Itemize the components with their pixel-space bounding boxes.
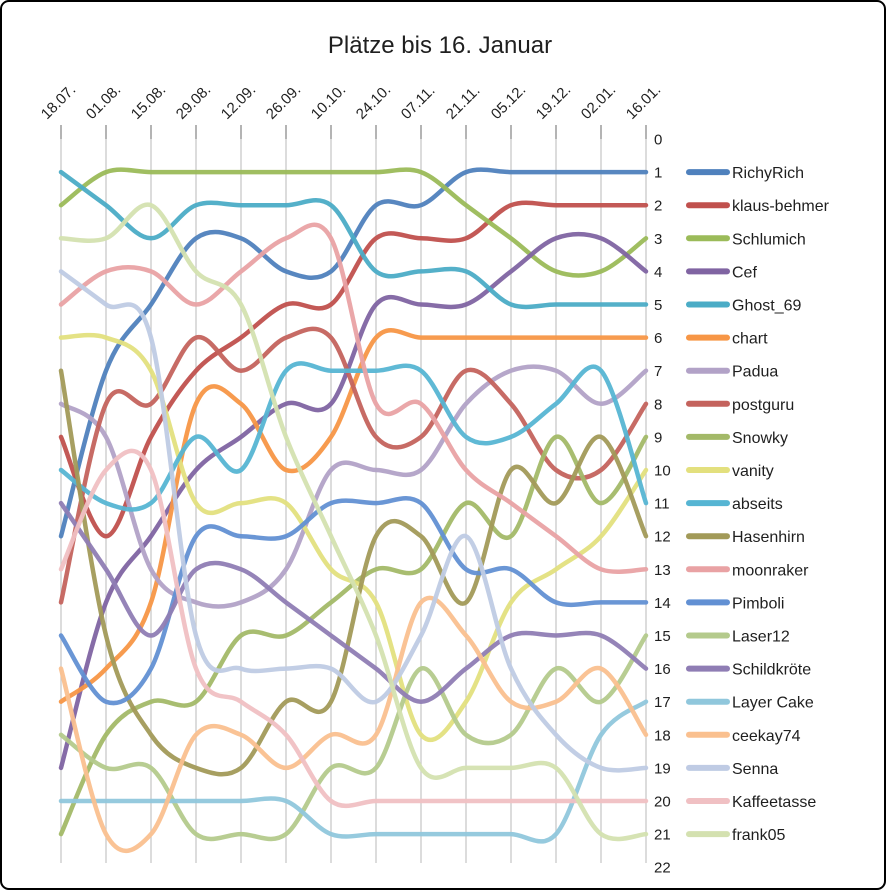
y-axis-label: 8 bbox=[654, 396, 663, 414]
legend-label: Padua bbox=[732, 363, 779, 381]
legend-color-chip bbox=[686, 302, 730, 308]
legend-color-chip bbox=[686, 235, 730, 241]
legend-color-chip bbox=[686, 831, 730, 837]
x-axis-label: 19.12. bbox=[532, 81, 575, 123]
legend-color-chip bbox=[686, 633, 730, 639]
legend-color-chip bbox=[686, 500, 730, 506]
y-axis-label: 21 bbox=[654, 826, 671, 844]
y-axis-label: 6 bbox=[654, 330, 663, 348]
legend-label: Laser12 bbox=[732, 628, 790, 646]
y-axis-label: 13 bbox=[654, 561, 671, 579]
legend-label: Hasenhirn bbox=[732, 529, 805, 547]
x-axis-label: 26.09. bbox=[262, 81, 305, 123]
legend-label: moonraker bbox=[732, 562, 809, 580]
legend-item bbox=[686, 761, 778, 778]
legend-item bbox=[686, 198, 830, 215]
legend-color-chip bbox=[686, 533, 730, 539]
legend-color-chip bbox=[686, 202, 730, 208]
legend-color-chip bbox=[686, 666, 730, 672]
y-axis-label: 12 bbox=[654, 528, 671, 546]
series-line-moonraker bbox=[61, 225, 646, 572]
legend-color-chip bbox=[686, 798, 730, 804]
x-axis-label: 07.11. bbox=[397, 82, 439, 123]
legend-item bbox=[686, 364, 778, 381]
y-axis-label: 11 bbox=[654, 495, 670, 513]
series-line-frank05 bbox=[61, 205, 646, 839]
legend-label: Schildkröte bbox=[732, 661, 812, 679]
legend-item bbox=[686, 331, 768, 348]
legend-color-chip bbox=[686, 169, 730, 175]
x-axis-label: 05.12. bbox=[487, 81, 530, 123]
x-axis-label: 12.09. bbox=[217, 81, 260, 123]
y-axis-label: 0 bbox=[654, 131, 663, 149]
legend-label: chart bbox=[732, 330, 768, 348]
legend-item bbox=[686, 562, 809, 579]
y-axis-label: 7 bbox=[654, 363, 663, 381]
y-axis-label: 19 bbox=[654, 760, 671, 778]
legend-label: Pimboli bbox=[732, 595, 785, 613]
legend-item bbox=[686, 662, 811, 679]
legend-color-chip bbox=[686, 732, 730, 738]
legend-label: RichyRich bbox=[732, 165, 805, 183]
legend-color-chip bbox=[686, 765, 730, 771]
y-axis-label: 16 bbox=[654, 661, 671, 679]
legend-item bbox=[686, 430, 788, 447]
y-axis-label: 10 bbox=[654, 462, 671, 480]
legend-label: Cef bbox=[732, 264, 757, 282]
x-axis-label: 02.01. bbox=[577, 81, 620, 123]
series-line-schlumich bbox=[61, 170, 646, 276]
series-line-hasenhirn bbox=[61, 371, 646, 775]
legend-color-chip bbox=[686, 566, 730, 572]
series-line-senna bbox=[61, 271, 646, 770]
x-axis-label: 15.08. bbox=[127, 81, 170, 123]
legend-label: vanity bbox=[732, 463, 774, 480]
legend-item bbox=[686, 595, 784, 612]
legend-item bbox=[686, 728, 801, 745]
legend-color-chip bbox=[686, 434, 730, 440]
y-axis-label: 22 bbox=[654, 859, 671, 877]
y-axis-label: 15 bbox=[654, 628, 671, 645]
legend-color-chip bbox=[686, 368, 730, 374]
legend-color-chip bbox=[686, 599, 730, 605]
x-axis-label: 16.01. bbox=[622, 81, 665, 123]
legend-item bbox=[686, 629, 790, 646]
x-axis-label: 29.08. bbox=[172, 81, 215, 123]
legend-item bbox=[686, 264, 757, 281]
legend-item bbox=[686, 496, 783, 513]
legend-label: Kaffeetasse bbox=[732, 794, 817, 811]
y-axis-labels bbox=[654, 132, 671, 877]
legend-item bbox=[686, 397, 794, 414]
x-axis-label: 01.08. bbox=[82, 81, 125, 123]
legend-label: Snowky bbox=[732, 429, 789, 447]
legend-item bbox=[686, 298, 801, 315]
legend-item bbox=[686, 231, 806, 248]
legend-item bbox=[686, 165, 804, 182]
legend-label: Layer Cake bbox=[732, 694, 814, 712]
legend-label: postguru bbox=[732, 396, 795, 414]
x-axis-label: 21.11. bbox=[442, 82, 484, 123]
legend-label: klaus-behmer bbox=[732, 198, 829, 216]
legend-label: frank05 bbox=[732, 827, 786, 845]
y-axis-label: 2 bbox=[654, 197, 663, 215]
legend-item bbox=[686, 695, 814, 712]
y-axis-label: 17 bbox=[654, 694, 671, 712]
chart-canvas bbox=[2, 2, 884, 888]
legend-label: abseits bbox=[732, 496, 783, 514]
series-line-pimboli bbox=[61, 498, 646, 703]
y-axis-label: 1 bbox=[654, 164, 663, 182]
series-lines bbox=[61, 170, 646, 851]
legend-color-chip bbox=[686, 335, 730, 341]
legend-color-chip bbox=[686, 401, 730, 407]
legend-label: Schlumich bbox=[732, 231, 806, 249]
y-axis-label: 14 bbox=[654, 594, 671, 612]
legend-color-chip bbox=[686, 467, 730, 473]
legend-item bbox=[686, 463, 774, 480]
legend-color-chip bbox=[686, 268, 730, 274]
legend-color-chip bbox=[686, 699, 730, 705]
y-axis-label: 9 bbox=[654, 429, 663, 447]
legend-label: Ghost_69 bbox=[732, 297, 802, 315]
y-axis-label: 18 bbox=[654, 727, 671, 745]
legend-item bbox=[686, 827, 785, 844]
legend-item bbox=[686, 794, 816, 811]
y-axis-label: 5 bbox=[654, 297, 663, 314]
y-axis-label: 20 bbox=[654, 793, 671, 811]
legend bbox=[686, 165, 830, 844]
legend-item bbox=[686, 529, 805, 546]
chart-title: Plätze bis 16. Januar bbox=[327, 32, 553, 59]
y-axis-label: 3 bbox=[654, 230, 663, 248]
x-axis-label: 18.07. bbox=[37, 81, 80, 123]
x-axis-labels bbox=[38, 81, 665, 123]
x-axis-label: 10.10. bbox=[307, 81, 350, 123]
x-axis-label: 24.10. bbox=[352, 81, 395, 123]
legend-label: Senna bbox=[732, 760, 779, 778]
y-axis-label: 4 bbox=[654, 263, 663, 281]
legend-label: ceekay74 bbox=[732, 727, 801, 745]
